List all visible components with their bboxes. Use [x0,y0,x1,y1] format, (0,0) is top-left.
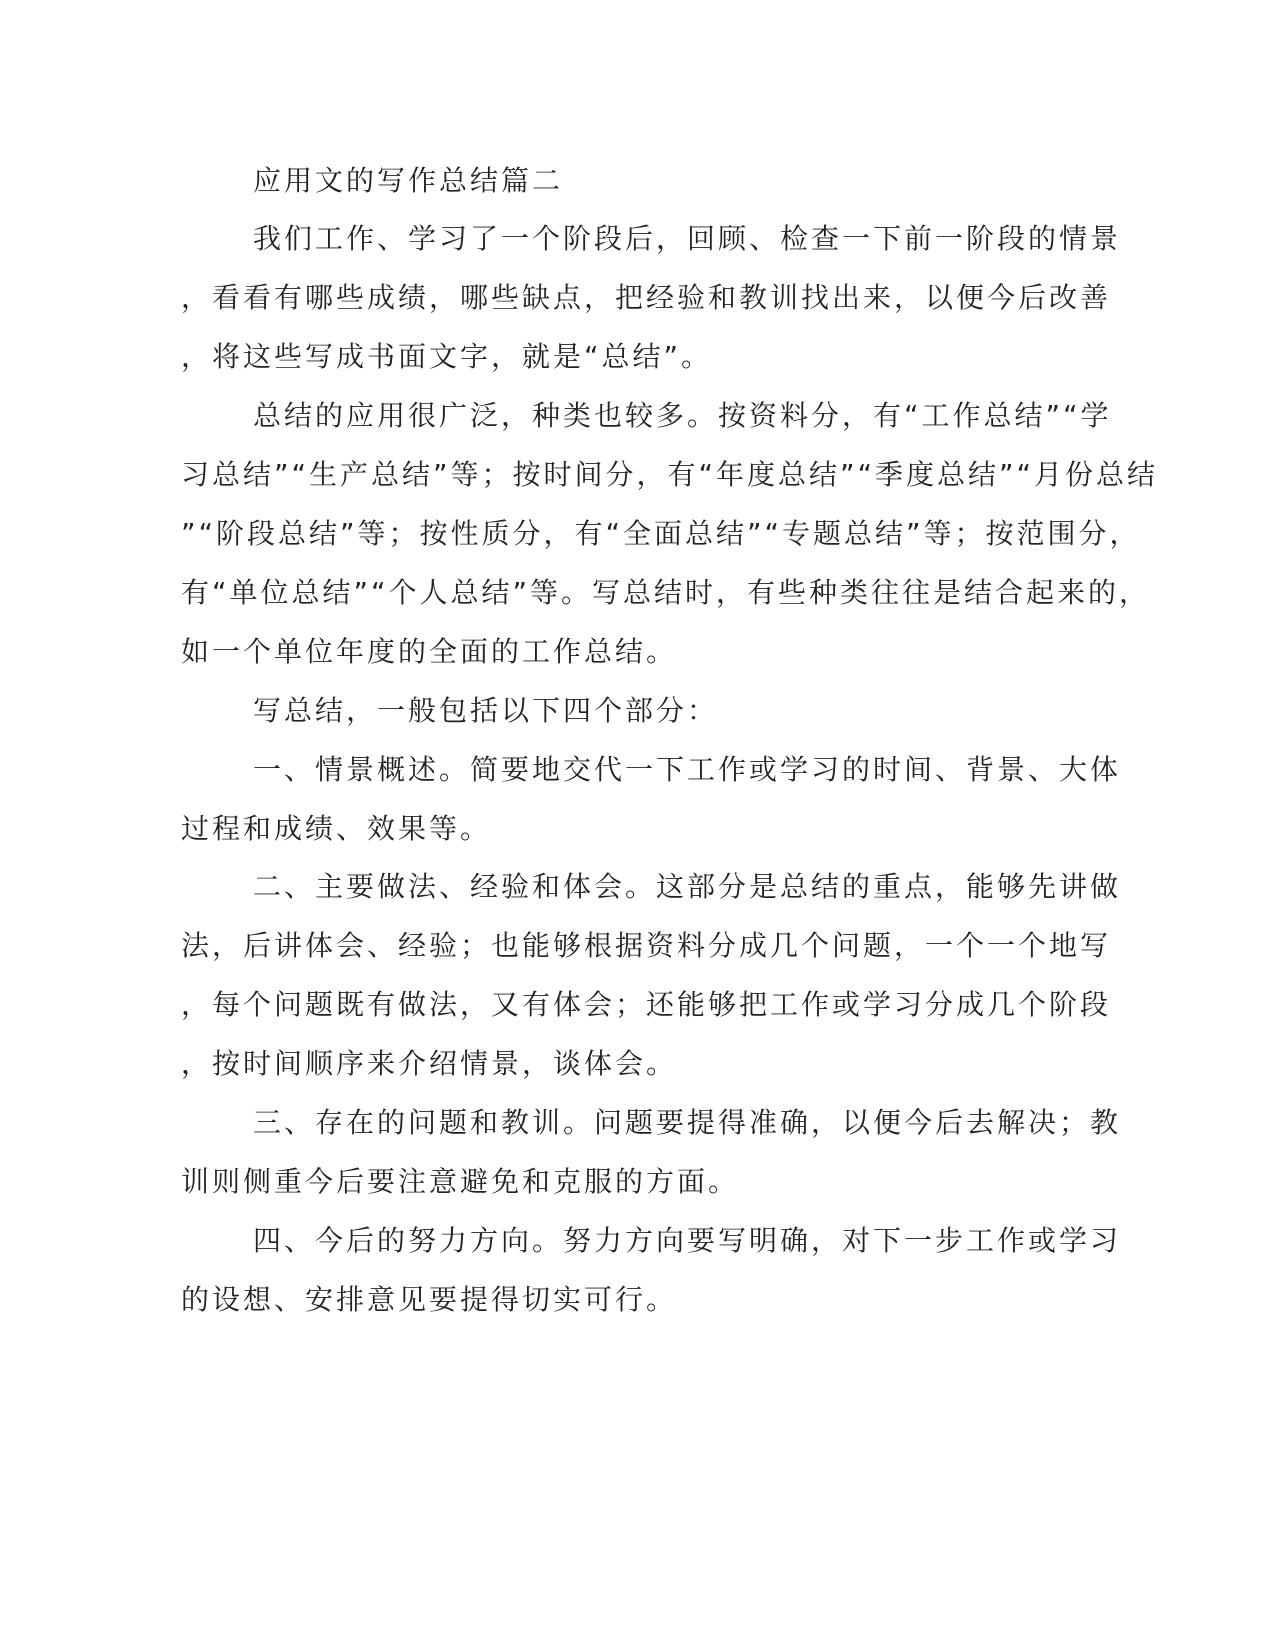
paragraph-line: 的设想、安排意见要提得切实可行。 [181,1283,678,1316]
paragraph-line: 训则侧重今后要注意避免和克服的方面。 [181,1165,740,1198]
paragraph-line: 三、存在的问题和教训。问题要提得准确，以便今后去解决；教 [253,1106,1122,1139]
paragraph-line: ”“阶段总结”等；按性质分，有“全面总结”“专题总结”等；按范围分， [181,517,1141,550]
paragraph-line: 过程和成绩、效果等。 [181,812,492,845]
paragraph-line: ，将这些写成书面文字，就是“总结”。 [181,340,713,373]
paragraph-line: 法，后讲体会、经验；也能够根据资料分成几个问题，一个一个地写 [181,929,1112,962]
paragraph-line: 总结的应用很广泛，种类也较多。按资料分，有“工作总结”“学 [253,399,1112,432]
paragraph-line: 有“单位总结”“个人总结”等。写总结时，有些种类往往是结合起来的， [181,576,1151,609]
paragraph-line: 四、今后的努力方向。努力方向要写明确，对下一步工作或学习 [253,1224,1122,1257]
paragraph-line: ，每个问题既有做法，又有体会；还能够把工作或学习分成几个阶段 [181,988,1112,1021]
paragraph-line: ，看看有哪些成绩，哪些缺点，把经验和教训找出来，以便今后改善 [181,281,1112,314]
paragraph-line: 如一个单位年度的全面的工作总结。 [181,635,678,668]
paragraph-line: 一、情景概述。简要地交代一下工作或学习的时间、背景、大体 [253,753,1122,786]
paragraph-line: 我们工作、学习了一个阶段后，回顾、检查一下前一阶段的情景 [253,222,1122,255]
paragraph-line: ，按时间顺序来介绍情景，谈体会。 [181,1047,678,1080]
document-title: 应用文的写作总结篇二 [253,164,564,197]
paragraph-line: 写总结，一般包括以下四个部分： [253,694,719,727]
paragraph-line: 二、主要做法、经验和体会。这部分是总结的重点，能够先讲做 [253,870,1122,903]
paragraph-line: 习总结”“生产总结”等；按时间分，有“年度总结”“季度总结”“月份总结 [181,458,1159,491]
